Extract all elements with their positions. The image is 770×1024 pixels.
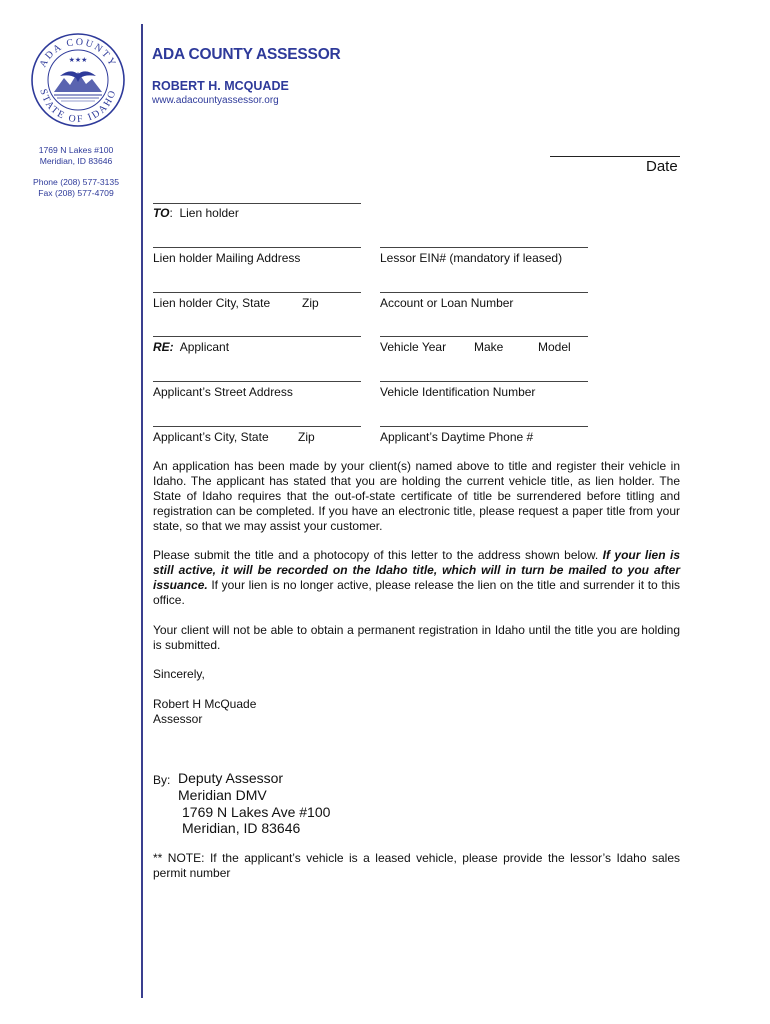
applicant-city-underline[interactable] [153, 426, 361, 427]
date-underline[interactable] [550, 156, 680, 157]
account-loan-label: Account or Loan Number [380, 296, 514, 310]
mailing-address-label: Lien holder Mailing Address [153, 251, 301, 265]
seal-top-text: ADA COUNTY [37, 36, 119, 70]
phone-number: Phone (208) 577-3135 [32, 177, 119, 187]
signer-name: Robert H McQuade [153, 697, 257, 711]
body-paragraph-3: Your client will not be able to obtain a permanent registration in Idaho until the title you are holding is submitted. [153, 623, 680, 652]
vin-underline[interactable] [380, 381, 588, 382]
to-underline[interactable] [153, 203, 361, 204]
city-state-underline[interactable] [153, 292, 361, 293]
by-line-2: Meridian DMV [178, 787, 267, 803]
by-line-4: Meridian, ID 83646 [182, 820, 301, 836]
re-prefix: RE: [153, 340, 174, 354]
address-line-1: 1769 N Lakes #100 [38, 145, 114, 155]
closing: Sincerely, [153, 667, 205, 681]
office-address [16, 145, 136, 167]
body-paragraph-1: An application has been made by your client(s) named above to title and register their vehicle in Idaho. The applicant has stated that you are holding the current vehicle title, as lien holder. The State of Idaho requires that the out-of-state certificate of title be surrendered before titling and registration can be completed. If you have an electronic title, please request a paper title from your state, so that we may assist your customer. [153, 459, 680, 533]
applicant-phone-underline[interactable] [380, 426, 588, 427]
assessor-name: ROBERT H. MCQUADE [152, 79, 289, 93]
office-title: ADA COUNTY ASSESSOR [152, 46, 341, 63]
applicant-street-label: Applicant’s Street Address [153, 385, 293, 399]
re-field-label [153, 340, 229, 354]
applicant-street-underline[interactable] [153, 381, 361, 382]
to-prefix: TO [153, 206, 170, 220]
mailing-address-underline[interactable] [153, 247, 361, 248]
vehicle-make-label: Make [474, 340, 504, 354]
vin-label: Vehicle Identification Number [380, 385, 536, 399]
to-colon: : [169, 206, 173, 220]
lessor-ein-underline[interactable] [380, 247, 588, 248]
vehicle-model-label: Model [538, 340, 571, 354]
lessor-ein-label: Lessor EIN# (mandatory if leased) [380, 251, 563, 265]
date-label: Date [646, 158, 678, 175]
body-paragraph-2 [153, 548, 680, 608]
para2-end: If your lien is no longer active, please release the lien on the title and surrender it to this office. [153, 578, 680, 607]
website-link[interactable]: www.adacountyassessor.org [152, 95, 279, 106]
svg-text:ADA COUNTY [38, 37, 119, 70]
by-line-3: 1769 N Lakes Ave #100 [182, 804, 331, 820]
fax-number: Fax (208) 577-4709 [38, 188, 114, 198]
vertical-divider [141, 24, 143, 998]
address-line-2: Meridian, ID 83646 [39, 156, 113, 166]
vehicle-year-label: Vehicle Year [380, 340, 447, 354]
city-zip-label: Zip [302, 296, 319, 310]
star-icon: ★★★ [68, 57, 88, 64]
applicant-city-label: Applicant’s City, State [153, 430, 269, 444]
applicant-zip-label: Zip [298, 430, 315, 444]
seal-bottom-text: STATE OF IDAHO [37, 87, 119, 126]
city-state-label: Lien holder City, State [153, 296, 271, 310]
applicant-phone-label: Applicant’s Daytime Phone # [380, 430, 534, 444]
lease-note: ** NOTE: If the applicant’s vehicle is a leased vehicle, please provide the lessor’s Idaho sales permit number [153, 851, 680, 880]
to-label: Lien holder [179, 206, 239, 220]
account-loan-underline[interactable] [380, 292, 588, 293]
by-label: By: [153, 773, 171, 787]
signer-title: Assessor [153, 712, 203, 726]
county-seal [30, 32, 126, 128]
para2-start: Please submit the title and a photocopy of this letter to the address shown below. [153, 548, 603, 562]
para2-emphasis: If your lien is still active, it will be recorded on the Idaho title, which will in turn be mailed to you after issuance. [153, 548, 680, 592]
office-phones [16, 177, 136, 199]
re-label: Applicant [179, 340, 230, 354]
by-line-1: Deputy Assessor [178, 770, 284, 786]
to-field-label [153, 206, 239, 220]
svg-text:STATE OF IDAHO [37, 88, 118, 125]
re-underline[interactable] [153, 336, 361, 337]
vehicle-underline[interactable] [380, 336, 588, 337]
